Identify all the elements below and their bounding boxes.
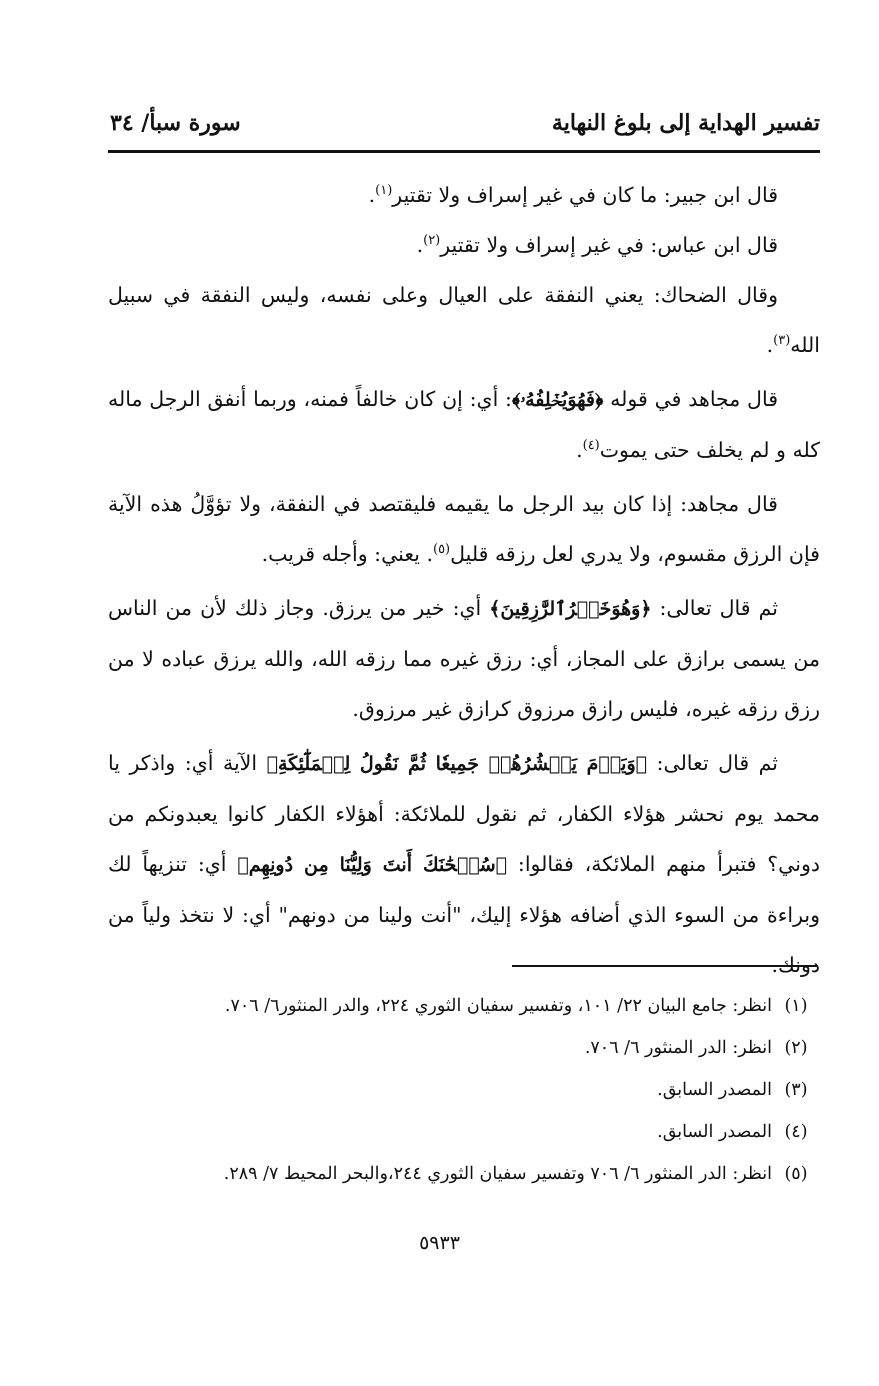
- footnote-ref: (٣): [773, 333, 791, 349]
- footnote: [108, 985, 820, 1027]
- footnote-text: انظر: الدر المنثور ٦/ ٧٠٦ وتفسير سفيان الثوري ٢٤٤،والبحر المحيط ٧/ ٢٨٩.: [223, 1164, 772, 1184]
- footnote-rule: [512, 965, 818, 967]
- footnote-number: (١): [784, 996, 808, 1016]
- footnote-number: (٢): [784, 1038, 808, 1058]
- footnote-text: انظر: الدر المنثور ٦/ ٧٠٦.: [584, 1038, 772, 1058]
- page-number: ٥٩٣٣: [419, 1232, 460, 1254]
- quran-quote: ﴿وَيَوۡمَ يَحۡشُرُهُمۡ جَمِيعٗا ثُمَّ نَقُولُ لِلۡمَلَٰٓئِكَةِ﴾: [266, 753, 648, 775]
- quran-quote: ﴿وَهُوَخَيۡرُٱلرَّٰزِقِينَ﴾: [489, 598, 652, 620]
- quran-quote: ﴿فَهُوَيُخۡلِفُهُۥ﴾: [511, 389, 604, 411]
- surah-label: سورة سبأ/ ٣٤: [110, 110, 241, 136]
- paragraph: قال مجاهد: إذا كان بيد الرجل ما يقيمه فليقتصد في النفقة، ولا تؤوَّلُ هذه الآية فإن الرزق مقسوم، ولا يدري لعل رزقه قليل$^{(٥)}$. يعني: وأجله قريب.: [108, 492, 820, 566]
- book-title: تفسير الهداية إلى بلوغ النهاية: [551, 110, 820, 136]
- footnote-text: المصدر السابق.: [657, 1122, 772, 1142]
- quran-quote: ﴿سُبۡحَٰنَكَ أَنتَ وَلِيُّنَا مِن دُونِهِم﴾: [237, 854, 508, 876]
- footnote-text: المصدر السابق.: [657, 1080, 772, 1100]
- footnote-ref: (٢): [423, 233, 441, 249]
- paragraph: قال ابن جبير: ما كان في غير إسراف ولا تقتير$^{(١)}$.: [368, 183, 778, 207]
- running-header: [110, 100, 820, 146]
- footnote-ref: (١): [375, 183, 393, 199]
- footnote-ref: (٤): [582, 438, 600, 454]
- footnote: [108, 1153, 820, 1195]
- paragraph: قال مجاهد في قوله ﴿فَهُوَيُخۡلِفُهُۥ﴾: أي: إن كان خالفاً فمنه، وربما أنفق الرجل ماله كله و لم يخلف حتى يموت$^{(٤)}$.: [108, 387, 820, 462]
- footnote-number: (٤): [784, 1122, 808, 1142]
- paragraph: قال ابن عباس: في غير إسراف ولا تقتير$^{(٢)}$.: [416, 233, 778, 257]
- footnote-ref: (٥): [432, 542, 451, 558]
- paragraph: ثم قال تعالى: ﴿وَهُوَخَيۡرُٱلرَّٰزِقِينَ﴾ أي: خير من يرزق. وجاز ذلك لأن من الناس من يسمى برازق على المجاز، أي: رزق غيره مما رزقه الله، والله يرزق عباده لا من رزق رزقه غيره، فليس رازق مرزوق كرازق غير مرزوق.: [108, 596, 820, 721]
- footnote-number: (٣): [784, 1080, 808, 1100]
- footnote: [108, 1069, 820, 1111]
- paragraph: ثم قال تعالى: ﴿وَيَوۡمَ يَحۡشُرُهُمۡ جَمِيعٗا ثُمَّ نَقُولُ لِلۡمَلَٰٓئِكَةِ﴾ الآية أي: واذكر يا محمد يوم نحشر هؤلاء الكفار، ثم نقول للملائكة: أهؤلاء الكفار كانوا يعبدونكم من دوني؟ فتبرأ منهم الملائكة، فقالوا: ﴿سُبۡحَٰنَكَ أَنتَ وَلِيُّنَا مِن دُونِهِم﴾ أي: تنزيهاً لك وبراءة من السوء الذي أضافه هؤلاء إليك، "أنت ولينا من دونهم" أي: لا نتخذ ولياً من دونك.: [108, 751, 820, 977]
- footnotes: [108, 985, 820, 1195]
- main-text: [108, 170, 820, 994]
- header-rule: [108, 150, 820, 153]
- footnote-text: انظر: جامع البيان ٢٢/ ١٠١، وتفسير سفيان الثوري ٢٢٤، والدر المنثور٦/ ٧٠٦.: [224, 996, 772, 1016]
- paragraph: وقال الضحاك: يعني النفقة على العيال وعلى نفسه، وليس النفقة في سبيل الله$^{(٣)}$.: [108, 283, 820, 357]
- footnote-number: (٥): [784, 1164, 808, 1184]
- footnote: [108, 1027, 820, 1069]
- footnote: [108, 1111, 820, 1153]
